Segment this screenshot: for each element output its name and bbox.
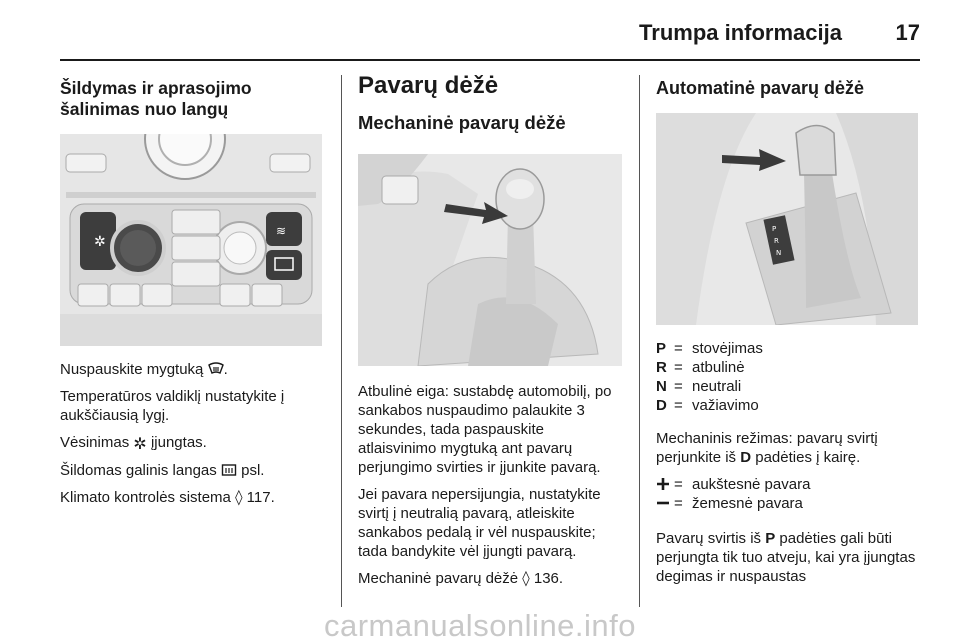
watermark: carmanualsonline.info: [323, 608, 637, 643]
gear-position-legend: [656, 339, 922, 415]
rear-window-heating-icon: [221, 463, 237, 477]
cooling-snowflake-icon: ✲: [133, 434, 147, 453]
heading-defrost: Šildymas ir aprasojimo šalinimas nuo langų: [60, 78, 252, 119]
reference-climate-control: Klimato kontrolės sistema ◊ 117.: [60, 488, 275, 506]
column-heating: [60, 70, 326, 515]
climate-panel-figure: [60, 134, 322, 346]
svg-text:R: R: [774, 237, 779, 245]
column-automatic: [656, 70, 922, 594]
reference-manual-transmission: Mechaninė pavarų dėžė ◊ 136.: [358, 569, 564, 587]
gear-not-engaging-instructions: Jei pavara nepersijungia, nustatykite svirtį į neutralią pavarą, atleiskite sankabos pedalą ir vėl nuspauskite; tada bandykite vėl įjungti pavarą.: [358, 486, 601, 560]
instruction-rear-window: Šildomas galinis langas psl.: [60, 462, 265, 479]
legend-row: = žemesnė pavara: [656, 494, 922, 513]
page-reference-icon: ◊: [522, 569, 530, 587]
heading-manual-transmission: Mechaninė pavarų dėžė: [358, 112, 566, 133]
section-title: Trumpa informacija: [639, 20, 842, 45]
windscreen-defrost-icon: [208, 362, 224, 376]
manual-gear-lever-figure: [358, 154, 622, 366]
page-number: 17: [895, 20, 920, 45]
column-divider-2: [639, 75, 640, 607]
reverse-gear-instructions: Atbulinė eiga: sustabdę automobilį, po sankabos nuspaudimo palaukite 3 sekundes, tada paspauskite atlaisvinimo mygtuką ant pavarų perjungimo svirties ir įjunkite pavarą.: [358, 383, 612, 476]
svg-text:≋: ≋: [276, 224, 287, 238]
automatic-gear-lever-figure: [656, 113, 918, 325]
column-divider-1: [341, 75, 342, 607]
legend-row: = aukštesnė pavara: [656, 475, 922, 494]
plus-icon: [656, 475, 674, 494]
legend-row: R = atbulinė: [656, 359, 745, 376]
legend-row: P = stovėjimas: [656, 340, 763, 357]
instruction-temperature: Temperatūros valdiklį nustatykite į aukščiausią lygį.: [60, 388, 285, 424]
page-reference-icon: ◊: [235, 488, 243, 506]
minus-icon: [656, 494, 674, 513]
header-divider: [60, 59, 920, 61]
instruction-defrost-button: Nuspauskite mygtuką .: [60, 361, 228, 378]
park-release-instructions: Pavarų svirtis iš P padėties gali būti perjungta tik tuo atveju, kai yra įjungtas degimas ir nuspaustas: [656, 530, 916, 585]
manual-mode-instructions: Mechaninis režimas: pavarų svirtį perjunkite iš D padėties į kairę.: [656, 430, 878, 466]
svg-text:P: P: [772, 225, 777, 233]
legend-row: N = neutrali: [656, 378, 742, 395]
column-transmission: [358, 70, 624, 596]
svg-text:N: N: [776, 249, 782, 257]
legend-row: D = važiavimo: [656, 397, 759, 414]
heading-automatic-transmission: Automatinė pavarų dėžė: [656, 78, 865, 98]
svg-text:✲: ✲: [94, 234, 106, 250]
heading-transmission: Pavarų dėžė: [358, 72, 499, 99]
shift-direction-legend: [656, 475, 922, 513]
instruction-cooling: Vėsinimas ✲ įjungtas.: [60, 434, 207, 453]
